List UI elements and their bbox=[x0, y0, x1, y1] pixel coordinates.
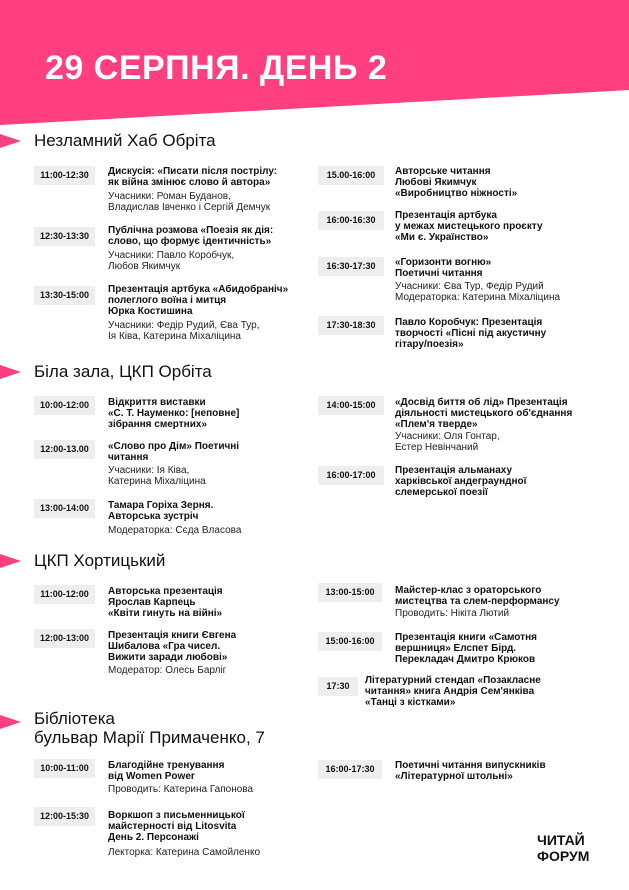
event-time: 14:00-15:00 bbox=[318, 396, 384, 415]
event-title: Презентація книги «Самотня вершниця» Елспет Бірд. Перекладач Дмитро Крюков bbox=[395, 632, 537, 665]
event-title: Майстер-клас з ораторського мистецтва та слем-перформансу bbox=[395, 585, 560, 607]
event-time: 12:00-13.00 bbox=[34, 440, 95, 459]
event-host: Проводить: Катерина Гапонова bbox=[108, 784, 254, 795]
event-title: «Досвід биття об лід» Презентація діяльності мистецького об'єднання «Плем'я тверде» bbox=[395, 397, 573, 430]
event-time: 16:00-17:00 bbox=[318, 466, 384, 485]
event-participants: Учасники: Єва Тур, Федір Рудий Модераторка: Катерина Міхаліцина bbox=[395, 281, 561, 303]
event-time: 15:00-16:00 bbox=[318, 632, 382, 651]
event-title: Благодійне тренування від Women Power bbox=[108, 760, 225, 782]
event-time: 11:00-12:30 bbox=[34, 166, 95, 185]
event-title: Презентація артбука у межах мистецького проєкту «Ми є. Українство» bbox=[395, 210, 543, 243]
event-title: «Слово про Дім» Поетичні читання bbox=[108, 441, 240, 463]
event-time: 10:00-11:00 bbox=[34, 759, 95, 778]
event-time: 13:00-14:00 bbox=[34, 499, 95, 518]
event-title: Презентація артбука «Абидобраніч» полеглого воїна і митця Юрка Костишина bbox=[108, 284, 289, 317]
event-title: «Горизонти вогню» Поетичні читання bbox=[395, 257, 492, 279]
event-time: 16:30-17:30 bbox=[318, 257, 384, 276]
event-time: 11:00-12:00 bbox=[34, 585, 95, 604]
event-title: Публічна розмова «Поезія як дія: слово, що формує ідентичність» bbox=[108, 225, 274, 247]
event-title: Павло Коробчук: Презентація творчості «Пісні під акустичну гітару/поезія» bbox=[395, 317, 547, 350]
event-title: Літературний стендап «Позакласне читання» книга Андрія Сем'янківа «Танці з кістками» bbox=[365, 675, 541, 708]
event-time: 17:30 bbox=[318, 677, 358, 696]
event-time: 12:00-13:00 bbox=[34, 629, 95, 648]
section-marker-icon bbox=[0, 554, 21, 568]
event-title: Авторська презентація Ярослав Карпець «Квіти гинуть на війні» bbox=[108, 586, 223, 619]
section-marker-icon bbox=[0, 715, 21, 729]
event-participants: Учасники: Ія Ківа, Катерина Міхаліцина bbox=[108, 465, 206, 487]
event-time: 17:30-18:30 bbox=[318, 316, 384, 335]
event-participants: Учасники: Оля Гонтар, Естер Невінчаний bbox=[395, 431, 500, 453]
event-participants: Учасники: Павло Коробчук, Любов Якимчук bbox=[108, 250, 235, 272]
section-marker-icon bbox=[0, 365, 21, 379]
event-time: 12:30-13:30 bbox=[34, 227, 95, 246]
event-lecturer: Лекторка: Катерина Самойленко bbox=[108, 847, 261, 858]
event-title: Презентація альманаху харківської андеграундної слемерської поезії bbox=[395, 465, 527, 498]
section-title: Бібліотека бульвар Марії Примаченко, 7 bbox=[34, 709, 265, 747]
event-time: 13:00-15:00 bbox=[318, 583, 382, 602]
event-time: 15.00-16:00 bbox=[318, 166, 384, 185]
event-participants: Учасники: Роман Буданов, Владислав Івченко і Сергій Демчук bbox=[108, 191, 271, 213]
event-time: 16:00-17:30 bbox=[318, 760, 382, 779]
page-title: 29 СЕРПНЯ. ДЕНЬ 2 bbox=[45, 49, 388, 87]
event-title: Авторське читання Любові Якимчук «Виробництво ніжності» bbox=[395, 166, 518, 199]
event-time: 10:00-12:00 bbox=[34, 396, 95, 415]
event-title: Тамара Горіха Зерня. Авторська зустріч bbox=[108, 500, 214, 522]
event-moderator: Модераторка: Сєда Власова bbox=[108, 525, 242, 536]
event-time: 13:30-15:00 bbox=[34, 286, 95, 305]
event-title: Поетичні читання випускників «Літературної штольні» bbox=[395, 760, 546, 782]
event-moderator: Модератор: Олесь Барліг bbox=[108, 665, 227, 676]
section-title: ЦКП Хортицький bbox=[34, 551, 166, 570]
event-title: Презентація книги Євгена Шибалова «Гра чисел. Вижити заради любові» bbox=[108, 630, 237, 663]
section-title: Біла зала, ЦКП Орбіта bbox=[34, 362, 212, 381]
section-title: Незламний Хаб Обріта bbox=[34, 131, 216, 150]
event-time: 12:00-15:30 bbox=[34, 807, 95, 826]
event-time: 16:00-16:30 bbox=[318, 211, 384, 230]
event-title: Відкриття виставки «С. Т. Науменко: [неповне] зібрання смертних» bbox=[108, 397, 240, 430]
event-host: Проводить: Нікіта Лютий bbox=[395, 608, 510, 619]
event-title: Воркшоп з письменницької майстерності від Litosvita День 2. Персонажі bbox=[108, 810, 245, 843]
event-title: Дискусія: «Писати після пострілу: як війна змінює слово й автора» bbox=[108, 166, 278, 188]
event-participants: Учасники: Федір Рудий, Єва Тур, Ія Ківа, Катерина Міхаліцина bbox=[108, 320, 260, 342]
forum-logo: ЧИТАЙ ФОРУМ bbox=[537, 832, 590, 864]
section-marker-icon bbox=[0, 134, 21, 148]
